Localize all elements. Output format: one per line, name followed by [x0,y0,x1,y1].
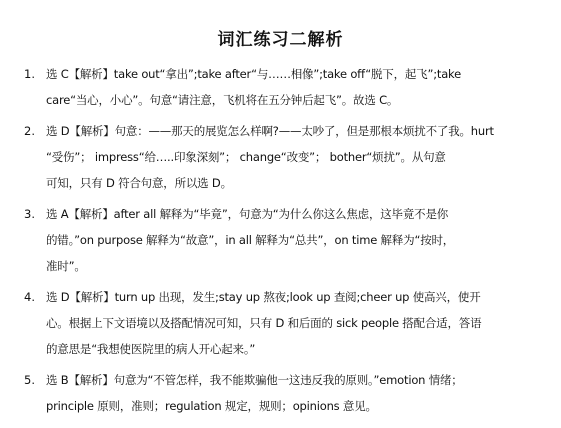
item-text-line: 准时”。 [46,259,86,273]
item-number: 5. [24,373,35,387]
page-title: 词汇练习二解析 [217,30,344,50]
item-text-line: principle 原则，准则；regulation 规定，规则；opinions 意见。 [46,399,377,413]
item-text-line: 选 D【解析】turn up 出现，发生;stay up 熬夜;look up 查阅;cheer up 使高兴，使开 [46,290,481,304]
item-number: 1. [24,67,35,81]
item-text-line: 心。根据上下文语境以及搭配情况可知，只有 D 和后面的 sick people 搭配合适，答语 [46,316,482,330]
item-text-line: 选 C【解析】take out“拿出”;take after“与……相像”;take off“脱下，起飞”;take [46,67,461,81]
item-text-line: “受伤”； impress“给…..印象深刻”； change“改变”； bother“烦扰”。从句意 [46,150,446,164]
answer-item-1 [24,61,544,113]
item-text-line: 选 A【解析】after all 解释为“毕竟”，句意为“为什么你这么焦虑，这毕竟不是你 [46,207,449,221]
item-text-line: 的意思是“我想使医院里的病人开心起来。” [46,342,256,356]
answer-item-3 [24,201,544,279]
item-number: 2. [24,124,35,138]
answer-item-2 [24,118,544,196]
item-text-line: 选 B【解析】句意为“不管怎样，我不能欺骗他一这违反我的原则。”emotion 情绪； [46,373,463,387]
item-number: 3. [24,207,35,221]
item-text-line: 的错。”on purpose 解释为“故意”，in all 解释为“总共”，on time 解释为“按时， [46,233,455,247]
answer-list [24,61,544,419]
item-number: 4. [24,290,35,304]
answer-item-5 [24,367,544,419]
item-text-line: care“当心，小心”。句意“请注意，飞机将在五分钟后起飞”。故选 C。 [46,93,399,107]
answer-item-4 [24,284,544,362]
item-text-line: 选 D【解析】句意：——那天的展览怎么样啊?——太吵了，但是那根本烦扰不了我。hurt [46,124,494,138]
item-text-line: 可知，只有 D 符合句意，所以选 D。 [46,176,232,190]
